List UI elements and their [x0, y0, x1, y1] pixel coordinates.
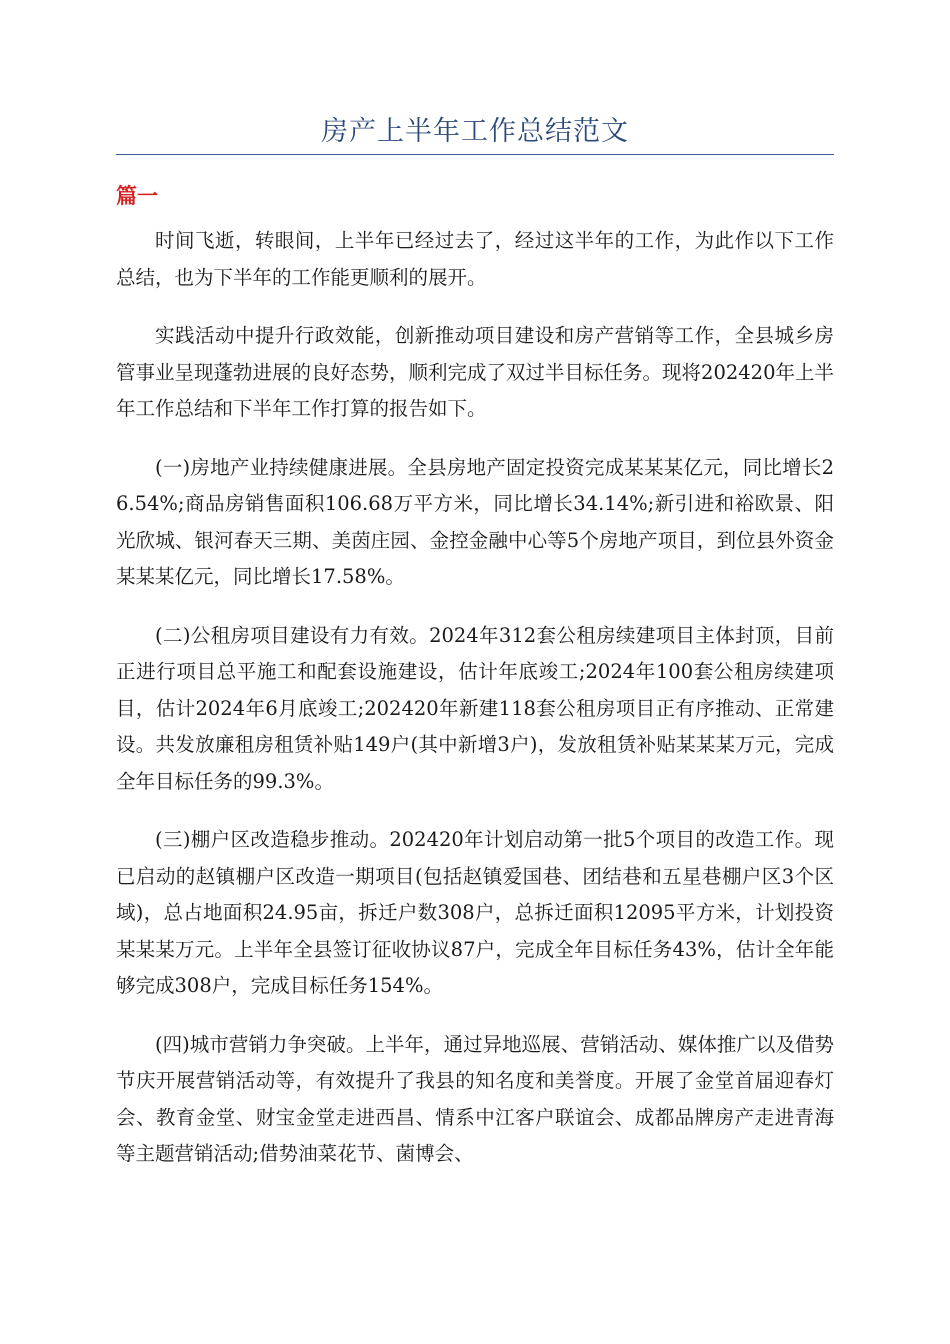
document-body: [116, 223, 834, 1195]
paragraph-real-estate: (一)房地产业持续健康进展。全县房地产固定投资完成某某某亿元，同比增长26.54%;商品房销售面积106.68万平方米，同比增长34.14%;新引进和裕欧景、阳光欣城、银河春天三期、美茵庄园、金控金融中心等5个房地产项目，到位县外资金某某某亿元，同比增长17.58%。: [116, 455, 834, 588]
paragraph-public-rental: (二)公租房项目建设有力有效。2024年312套公租房续建项目主体封顶，目前正进行项目总平施工和配套设施建设，估计年底竣工;2024年100套公租房续建项目，估计2024年6月底竣工;202420年新建118套公租房项目正有序推动、正常建设。共发放廉租房租赁补贴149户(其中新增3户)，发放租赁补贴某某某万元，完成全年目标任务的99.3%。: [116, 623, 834, 793]
paragraph-overview: 实践活动中提升行政效能，创新推动项目建设和房产营销等工作，全县城乡房管事业呈现蓬勃进展的良好态势，顺利完成了双过半目标任务。现将202420年上半年工作总结和下半年工作打算的报告如下。: [116, 324, 834, 420]
title-divider: [116, 154, 834, 155]
paragraph-intro: 时间飞逝，转眼间，上半年已经过去了，经过这半年的工作，为此作以下工作总结，也为下半年的工作能更顺利的展开。: [116, 229, 834, 289]
paragraph-shantytown: (三)棚户区改造稳步推动。202420年计划启动第一批5个项目的改造工作。现已启动的赵镇棚户区改造一期项目(包括赵镇爱国巷、团结巷和五星巷棚户区3个区域)，总占地面积24.95亩，拆迁户数308户，总拆迁面积12095平方米，计划投资某某某万元。上半年全县签订征收协议87户，完成全年目标任务43%，估计全年能够完成308户，完成目标任务154%。: [116, 828, 834, 997]
paragraph-city-marketing: (四)城市营销力争突破。上半年，通过异地巡展、营销活动、媒体推广以及借势节庆开展营销活动等，有效提升了我县的知名度和美誉度。开展了金堂首届迎春灯会、教育金堂、财宝金堂走进西昌、情系中江客户联谊会、成都品牌房产走进青海等主题营销活动;借势油菜花节、菌博会、: [116, 1032, 834, 1165]
document-title: 房产上半年工作总结范文: [321, 116, 629, 147]
section-heading: 篇一: [116, 184, 158, 208]
